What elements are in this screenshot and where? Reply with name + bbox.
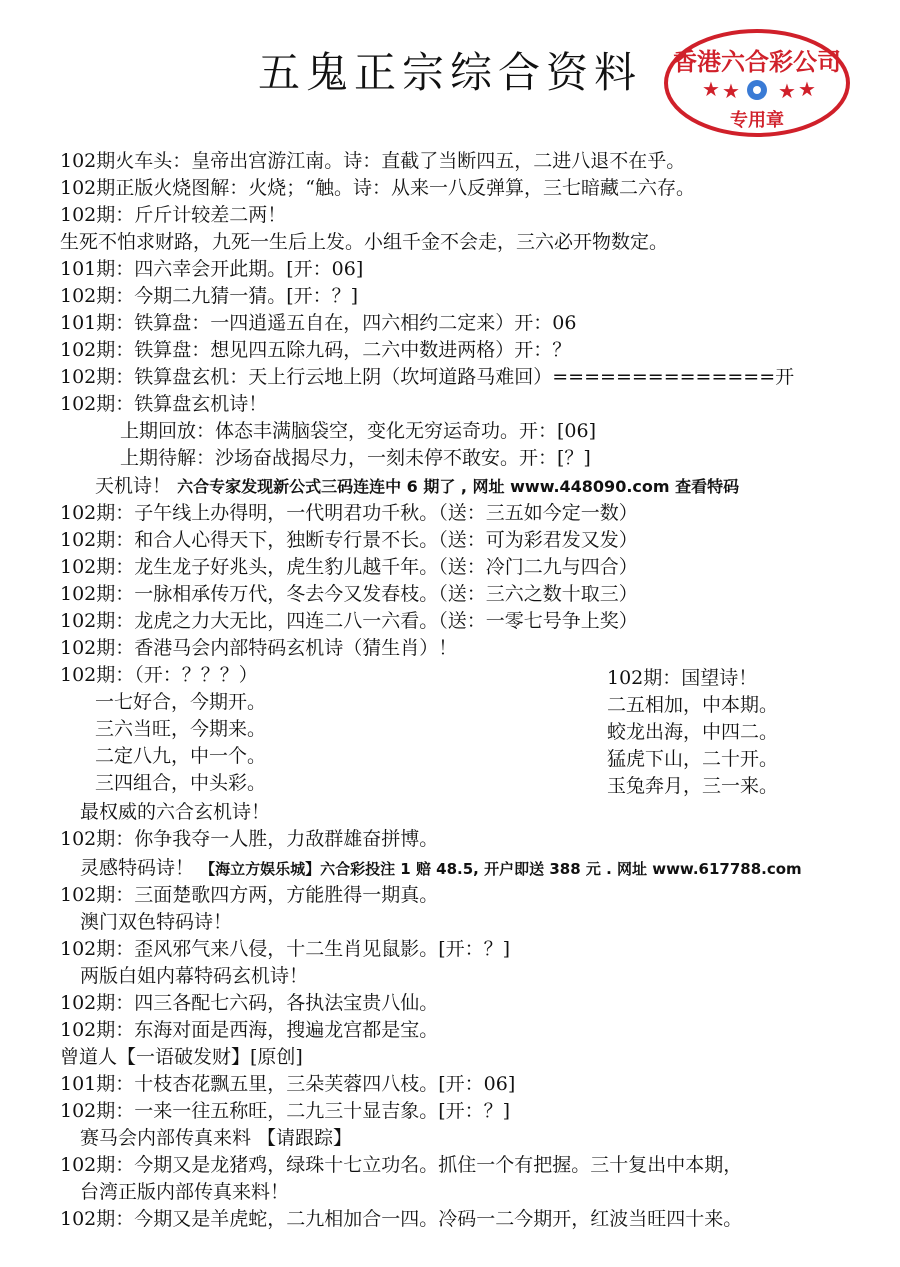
text-line: 两版白姐内幕特码玄机诗！	[80, 965, 309, 987]
company-seal	[662, 28, 852, 138]
text-line: 曾道人【一语破发财】[原创]	[60, 1046, 303, 1068]
flower-icon	[747, 80, 767, 100]
text-line: 101期：四六幸会开此期。[开：06]	[60, 258, 364, 280]
text-line: 101期：铁算盘：一四逍遥五自在，四六相约二定来）开：06	[60, 312, 577, 334]
text-line: 102期：一来一往五称旺，二九三十显吉象。[开：？]	[60, 1100, 511, 1122]
text-line: 上期待解：沙场奋战揭尽力，一刻未停不敢安。开：[？]	[120, 447, 591, 469]
text-line: 102期：铁算盘玄机：天上行云地上阴（坎坷道路马难回）==============开	[60, 366, 795, 388]
text-line: 102期：今期又是龙猪鸡，绿珠十七立功名。抓住一个有把握。三十复出中本期，	[60, 1154, 743, 1176]
text-line: 102期火车头：皇帝出宫游江南。诗：直截了当断四五，二进八退不在乎。	[60, 150, 686, 172]
text-line: 最权威的六合玄机诗！	[80, 801, 271, 823]
right-block-line: 蛟龙出海，中四二。	[607, 721, 779, 743]
ad-lead: 灵感特码诗！	[80, 857, 195, 879]
text-line: 102期：今期二九猜一猜。[开：？]	[60, 285, 359, 307]
text-line: 102期：香港马会内部特码玄机诗（猜生肖）！	[60, 637, 458, 659]
text-line: 三六当旺，今期来。	[95, 718, 267, 740]
seal-bottom-text: 专用章	[730, 110, 784, 131]
text-line: 102期：斤斤计较差二两！	[60, 204, 287, 226]
text-line: 102期：龙虎之力大无比，四连二八一六看。（送：一零七号争上奖）	[60, 610, 638, 632]
text-line: 一七好合，今期开。	[95, 691, 267, 713]
ad-text: 六合专家发现新公式三码连连中 6 期了 , 网址 www.448090.com 查看特码	[177, 477, 740, 496]
text-line: 102期：歪风邪气来八侵，十二生肖见鼠影。[开：？]	[60, 938, 511, 960]
text-line: 102期：今期又是羊虎蛇，二九相加合一四。冷码一二今期开，红波当旺四十来。	[60, 1208, 743, 1230]
svg-text:★: ★	[702, 77, 720, 101]
text-line: 102期：三面楚歌四方两，方能胜得一期真。	[60, 884, 439, 906]
text-line: 赛马会内部传真来料 【请跟踪】	[80, 1127, 353, 1149]
ad-line-2	[80, 855, 802, 882]
text-line: 102期：你争我夺一人胜，力敌群雄奋拼博。	[60, 828, 439, 850]
ad-lead: 天机诗！	[95, 475, 172, 497]
text-line: 生死不怕求财路，九死一生后上发。小组千金不会走，三六必开物数定。	[60, 231, 669, 253]
text-line: 101期：十枝杏花飘五里，三朵芙蓉四八枝。[开：06]	[60, 1073, 516, 1095]
text-line: 二定八九，中一个。	[95, 745, 267, 767]
seal-top-text: 香港六合彩公司	[673, 48, 841, 76]
text-line: 台湾正版内部传真来料！	[80, 1181, 290, 1203]
text-line: 102期：四三各配七六码，各执法宝贵八仙。	[60, 992, 439, 1014]
text-line: 102期：和合人心得天下，独断专行景不长。（送：可为彩君发又发）	[60, 529, 638, 551]
text-line: 102期：铁算盘玄机诗！	[60, 393, 268, 415]
right-block-line: 102期：国望诗！	[607, 667, 758, 689]
text-line: 102期：子午线上办得明，一代明君功千秋。（送：三五如今定一数）	[60, 502, 638, 524]
page-title: 五鬼正宗综合资料	[257, 48, 642, 97]
ad-text: 【海立方娱乐城】六合彩投注 1 赔 48.5, 开户即送 388 元 . 网址 www.617788.com	[200, 860, 802, 878]
text-line: 上期回放：体态丰满脑袋空，变化无穷运奇功。开：[06]	[120, 420, 597, 442]
ad-line-1	[95, 473, 739, 500]
text-line: 澳门双色特码诗！	[80, 911, 233, 933]
svg-text:★: ★	[798, 77, 816, 101]
text-line: 三四组合，中头彩。	[95, 772, 267, 794]
text-line: 102期：东海对面是西海，搜遍龙宫都是宝。	[60, 1019, 439, 1041]
text-line: 102期：龙生龙子好兆头，虎生豹儿越千年。（送：冷门二九与四合）	[60, 556, 638, 578]
svg-text:★: ★	[778, 79, 796, 103]
text-line: 102期正版火烧图解：火烧；“触。诗：从来一八反弹算，三七暗藏二六存。	[60, 177, 695, 199]
text-line: 102期：一脉相承传万代，冬去今又发春枝。（送：三六之数十取三）	[60, 583, 638, 605]
right-block-line: 猛虎下山，二十开。	[607, 748, 779, 770]
right-block-line: 玉兔奔月，三一来。	[607, 775, 779, 797]
text-line: 102期：铁算盘：想见四五除九码，二六中数进两格）开：？	[60, 339, 572, 361]
right-block-line: 二五相加，中本期。	[607, 694, 779, 716]
text-line: 102期：（开：？？？）	[60, 664, 258, 686]
svg-text:★: ★	[722, 79, 740, 103]
